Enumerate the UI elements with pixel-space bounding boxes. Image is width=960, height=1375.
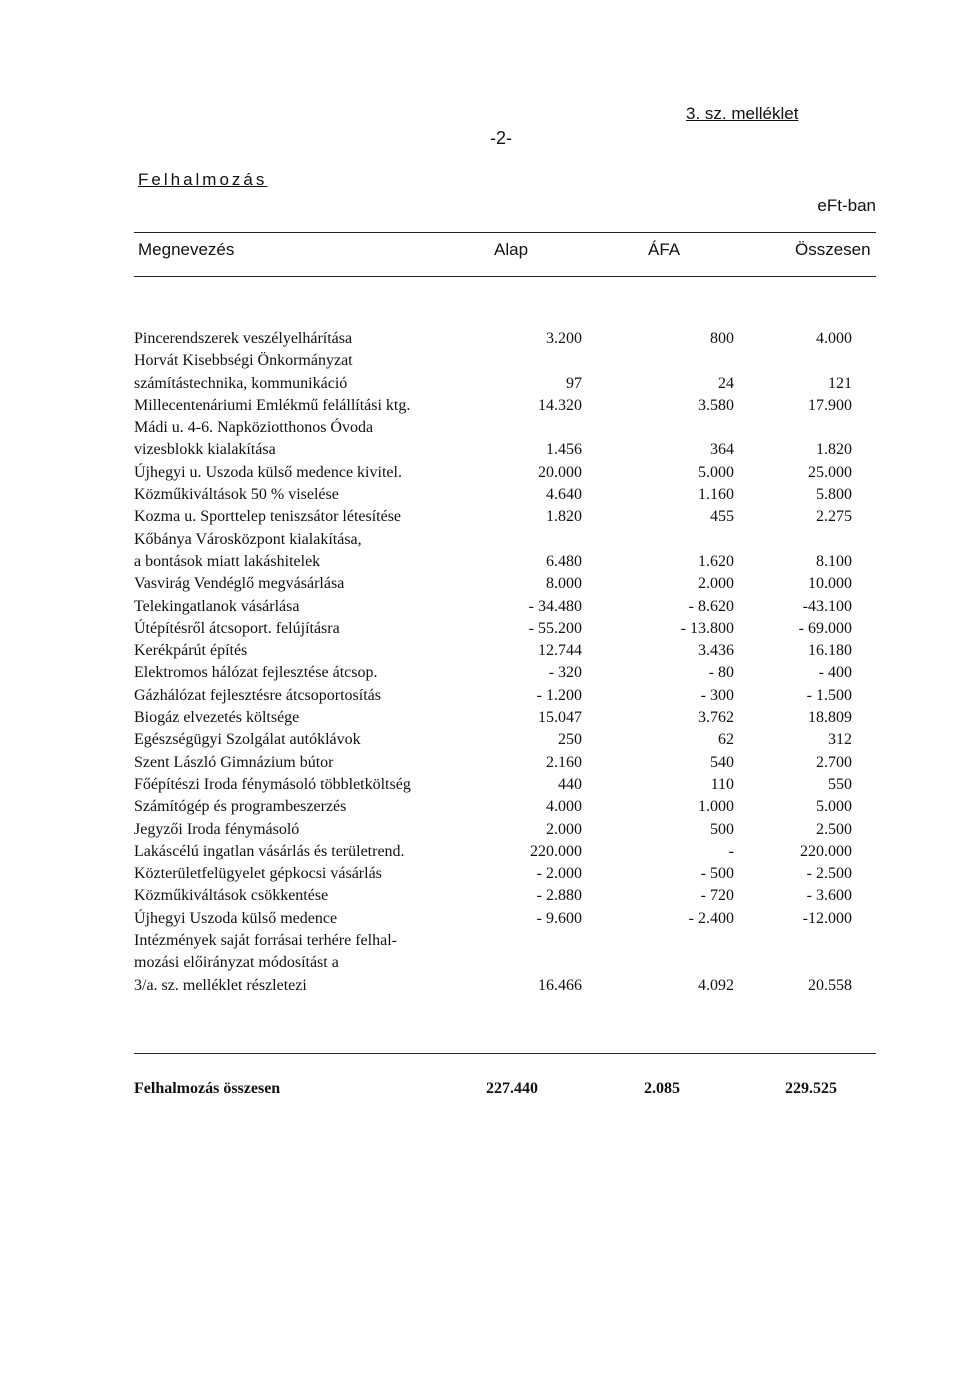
row-base: 20.000 xyxy=(538,463,582,481)
row-name: Pincerendszerek veszélyelhárítása xyxy=(134,330,353,347)
row-name: Újhegyi u. Uszoda külső medence kivitel. xyxy=(134,463,402,481)
totals-rule xyxy=(134,1053,876,1054)
row-total: - 2.500 xyxy=(806,865,852,883)
row-total: 8.100 xyxy=(816,552,852,570)
row-vat: 1.000 xyxy=(698,798,734,816)
table-row xyxy=(134,908,852,930)
row-base: 12.744 xyxy=(538,642,582,660)
table-row xyxy=(134,819,852,841)
row-vat: 3.436 xyxy=(698,642,734,660)
row-name: Gázhálózat fejlesztésre átcsoportosítás xyxy=(134,686,381,704)
table-row xyxy=(134,885,852,907)
row-name: Közműkiváltások 50 % viselése xyxy=(134,486,339,504)
row-total: 10.000 xyxy=(808,575,852,593)
row-name: Mádi u. 4-6. Napköziotthonos Óvoda vizesblokk kialakítása xyxy=(134,419,374,459)
table-row xyxy=(134,350,852,395)
appropriation-table xyxy=(134,328,852,997)
table-row xyxy=(134,752,852,774)
row-name: Főépítészi Iroda fénymásoló többletköltség xyxy=(134,775,411,793)
row-base: - 9.600 xyxy=(536,909,582,927)
row-vat: 455 xyxy=(710,508,734,526)
row-base: - 1.200 xyxy=(536,686,582,704)
row-base: 4.000 xyxy=(546,798,582,816)
row-vat: 500 xyxy=(710,820,734,838)
table-row xyxy=(134,506,852,528)
row-base: 16.466 xyxy=(538,976,582,994)
table-row xyxy=(134,841,852,863)
row-vat: 4.092 xyxy=(698,976,734,994)
row-total: 5.000 xyxy=(816,798,852,816)
row-vat: 540 xyxy=(710,753,734,771)
row-total: 550 xyxy=(828,775,852,793)
table-row xyxy=(134,484,852,506)
row-total: 18.809 xyxy=(808,709,852,727)
row-base: - 320 xyxy=(548,664,582,682)
row-total: - 1.500 xyxy=(806,686,852,704)
totals-total: 229.525 xyxy=(785,1080,837,1097)
row-base: 15.047 xyxy=(538,709,582,727)
row-vat: 5.000 xyxy=(698,463,734,481)
row-name: Jegyzői Iroda fénymásoló xyxy=(134,820,300,838)
row-name: Vasvirág Vendéglő megvásárlása xyxy=(134,575,345,593)
row-vat: 3.762 xyxy=(698,709,734,727)
row-base: 2.000 xyxy=(546,820,582,838)
row-name: Közműkiváltások csökkentése xyxy=(134,887,329,905)
row-name: Útépítésről átcsoport. felújításra xyxy=(134,619,340,637)
row-vat: 1.620 xyxy=(698,552,734,570)
row-base: 8.000 xyxy=(546,575,582,593)
page-number: -2- xyxy=(490,128,512,148)
row-base: 14.320 xyxy=(538,396,582,414)
row-vat: - 300 xyxy=(700,686,734,704)
row-total: 2.700 xyxy=(816,753,852,771)
row-base: - 34.480 xyxy=(528,597,582,615)
row-vat: - xyxy=(728,842,734,860)
row-vat: 3.580 xyxy=(698,396,734,414)
totals-label: Felhalmozás összesen xyxy=(134,1080,281,1097)
row-name: Újhegyi Uszoda külső medence xyxy=(134,909,338,927)
totals-base: 227.440 xyxy=(486,1080,538,1097)
row-base: 4.640 xyxy=(546,486,582,504)
table-row xyxy=(134,662,852,684)
row-name: Számítógép és programbeszerzés xyxy=(134,798,347,816)
table-body xyxy=(134,328,852,997)
table-row xyxy=(134,395,852,417)
row-vat: - 500 xyxy=(700,865,734,883)
row-vat: 62 xyxy=(718,731,734,749)
row-total: 20.558 xyxy=(808,976,852,994)
row-total: 25.000 xyxy=(808,463,852,481)
row-total: 17.900 xyxy=(808,396,852,414)
row-total: 2.275 xyxy=(816,508,852,526)
row-total: 2.500 xyxy=(816,820,852,838)
table-row xyxy=(134,796,852,818)
row-base: 6.480 xyxy=(546,552,582,570)
row-vat: 2.000 xyxy=(698,575,734,593)
column-header-total: Összesen xyxy=(795,240,871,259)
table-row xyxy=(134,640,852,662)
row-name: Lakáscélú ingatlan vásárlás és területrend. xyxy=(134,842,405,860)
row-name: Horvát Kisebbségi Önkormányzat számítástechnika, kommunikáció xyxy=(134,352,353,392)
table-row xyxy=(134,729,852,751)
row-base: 3.200 xyxy=(546,330,582,347)
row-name: Millecentenáriumi Emlékmű felállítási ktg. xyxy=(134,396,411,414)
row-name: Közterületfelügyelet gépkocsi vásárlás xyxy=(134,865,382,883)
table-row xyxy=(134,707,852,729)
row-base: 2.160 xyxy=(546,753,582,771)
row-vat: 1.160 xyxy=(698,486,734,504)
row-total: 4.000 xyxy=(816,330,852,347)
row-vat: 110 xyxy=(710,775,734,793)
table-row xyxy=(134,774,852,796)
row-name: Szent László Gimnázium bútor xyxy=(134,753,334,771)
row-base: - 2.000 xyxy=(536,865,582,883)
row-vat: - 2.400 xyxy=(688,909,734,927)
table-row xyxy=(134,417,852,462)
table-row xyxy=(134,573,852,595)
row-name: Biogáz elvezetés költsége xyxy=(134,709,300,727)
row-base: 220.000 xyxy=(530,842,582,860)
column-header-vat: ÁFA xyxy=(648,240,681,259)
table-row xyxy=(134,685,852,707)
column-header-base: Alap xyxy=(494,240,529,259)
table-row xyxy=(134,529,852,574)
row-name: Elektromos hálózat fejlesztése átcsop. xyxy=(134,664,378,682)
table-row xyxy=(134,930,852,997)
row-total: - 400 xyxy=(818,664,852,682)
row-base: 97 xyxy=(566,374,582,392)
row-base: - 55.200 xyxy=(528,619,582,637)
annex-reference: 3. sz. melléklet xyxy=(686,104,799,123)
table-row xyxy=(134,596,852,618)
table-row xyxy=(134,328,852,350)
row-base: 440 xyxy=(558,775,582,793)
totals-vat: 2.085 xyxy=(644,1080,680,1097)
row-vat: 364 xyxy=(710,441,734,459)
row-total: 5.800 xyxy=(816,486,852,504)
row-name: Kőbánya Városközpont kialakítása, a bontások miatt lakáshitelek xyxy=(134,530,362,570)
row-total: 312 xyxy=(828,731,852,749)
row-name: Kozma u. Sporttelep teniszsátor létesítése xyxy=(134,508,402,526)
row-base: 1.456 xyxy=(546,441,582,459)
row-name: Intézmények saját forrásai terhére felhal- mozási előirányzat módosítást a 3/a. sz. melléklet részletezi xyxy=(134,932,397,994)
table-row xyxy=(134,618,852,640)
row-total: 16.180 xyxy=(808,642,852,660)
unit-label: eFt-ban xyxy=(817,196,876,215)
row-total: 220.000 xyxy=(800,842,852,860)
section-title: Felhalmozás xyxy=(138,170,268,189)
table-row xyxy=(134,462,852,484)
row-name: Telekingatlanok vásárlása xyxy=(134,597,300,615)
row-base: - 2.880 xyxy=(536,887,582,905)
row-vat: 24 xyxy=(718,374,734,392)
row-base: 250 xyxy=(558,731,582,749)
row-total: - 3.600 xyxy=(806,887,852,905)
row-total: -12.000 xyxy=(802,909,852,927)
row-vat: - 13.800 xyxy=(680,619,734,637)
row-name: Egészségügyi Szolgálat autóklávok xyxy=(134,731,361,749)
column-header-name: Megnevezés xyxy=(138,240,235,259)
header-bottom-rule xyxy=(134,276,876,277)
row-total: - 69.000 xyxy=(798,619,852,637)
table-row xyxy=(134,863,852,885)
row-total: 1.820 xyxy=(816,441,852,459)
row-total: -43.100 xyxy=(802,597,852,615)
row-base: 1.820 xyxy=(546,508,582,526)
row-vat: - 720 xyxy=(700,887,734,905)
row-total: 121 xyxy=(828,374,852,392)
row-vat: - 8.620 xyxy=(688,597,734,615)
row-vat: - 80 xyxy=(708,664,734,682)
header-top-rule xyxy=(134,232,876,233)
row-vat: 800 xyxy=(710,330,734,347)
row-name: Kerékpárút építés xyxy=(134,642,248,660)
